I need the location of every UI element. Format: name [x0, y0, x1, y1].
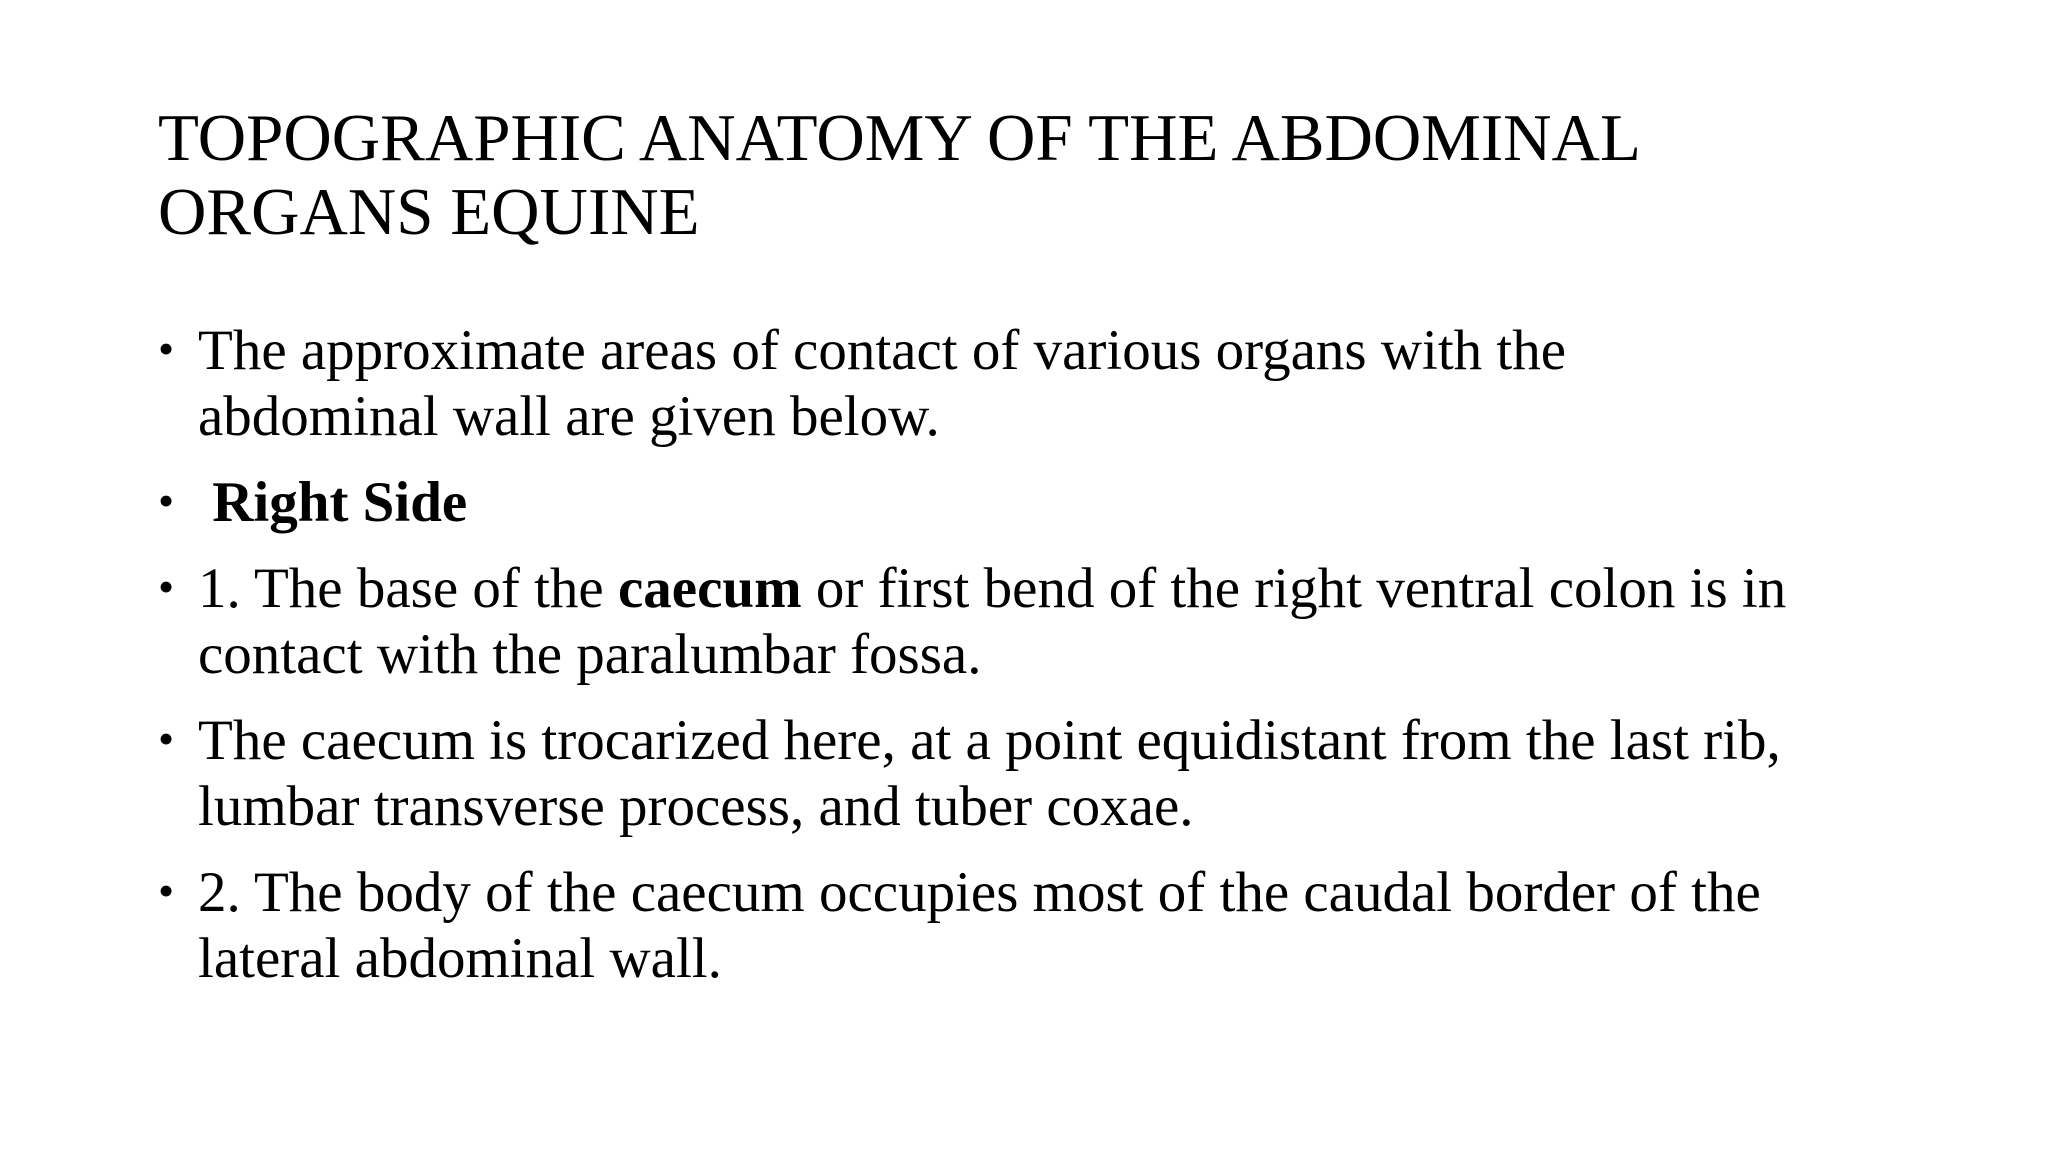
bullet-text-segment: or first bend of the right ventral colon is in — [801, 557, 1787, 620]
bullet-item-caecum-body — [158, 860, 1918, 992]
bullet-text-line — [198, 556, 1918, 622]
bullet-item-trocarization — [158, 708, 1918, 840]
bullet-text-segment: 1. The base of the — [198, 557, 618, 620]
bullet-text-line: The approximate areas of contact of various organs with the — [198, 319, 1567, 382]
bullet-text-line: lumbar transverse process, and tuber coxae. — [198, 775, 1194, 838]
bold-term-caecum: caecum — [618, 557, 802, 620]
bullet-dot-icon: • — [158, 865, 175, 916]
bullet-text-line: abdominal wall are given below. — [198, 385, 940, 448]
bullet-dot-icon: • — [158, 561, 175, 612]
slide-title — [158, 101, 1918, 249]
slide-title-line-2: ORGANS EQUINE — [158, 175, 700, 249]
bullet-item-right-side — [158, 470, 1918, 536]
bullet-list — [158, 318, 1918, 1012]
bullet-dot-icon: • — [158, 475, 175, 526]
bullet-text-line: 2. The body of the caecum occupies most of the caudal border of the — [198, 861, 1761, 924]
bullet-text-line: lateral abdominal wall. — [198, 927, 722, 990]
bullet-text-line: The caecum is trocarized here, at a point equidistant from the last rib, — [198, 709, 1781, 772]
bullet-dot-icon: • — [158, 713, 175, 764]
bullet-text-line: contact with the paralumbar fossa. — [198, 623, 982, 686]
section-heading-right-side: Right Side — [198, 471, 468, 534]
bullet-item-caecum-base — [158, 556, 1918, 688]
bullet-dot-icon: • — [158, 323, 175, 374]
slide-title-line-1: TOPOGRAPHIC ANATOMY OF THE ABDOMINAL — [158, 101, 1641, 175]
bullet-item-intro — [158, 318, 1918, 450]
